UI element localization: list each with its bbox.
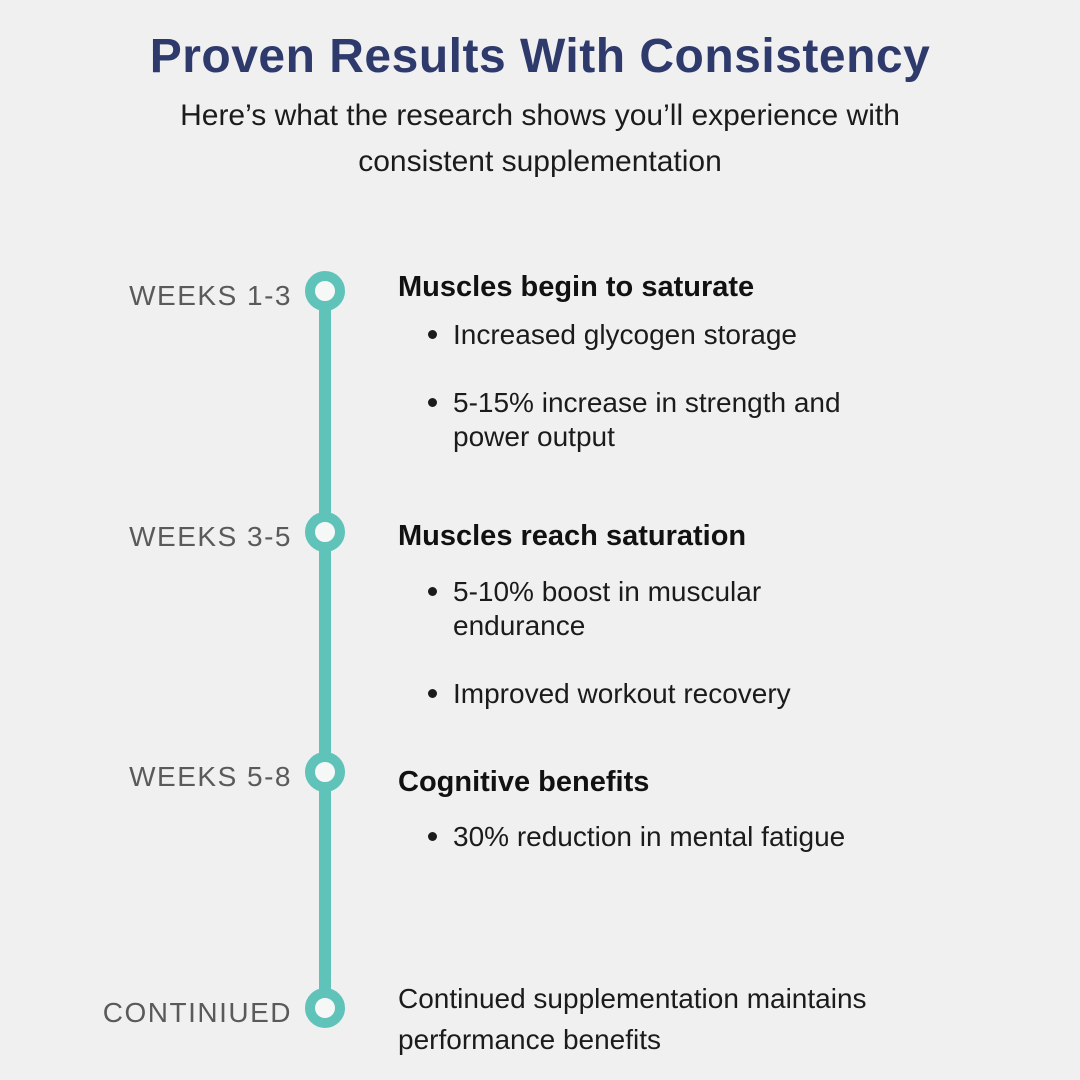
milestone-heading: Cognitive benefits	[398, 766, 650, 798]
timeline-line	[319, 291, 331, 1008]
timeline-node-icon	[305, 752, 345, 792]
bullet-dot-icon	[428, 398, 437, 407]
bullet-text: Increased glycogen storage	[453, 319, 797, 350]
bullet-text: 30% reduction in mental fatigue	[453, 821, 846, 852]
bullet-dot-icon	[428, 330, 437, 339]
continued-note: Continued supplementation maintains performance benefits	[398, 983, 867, 1055]
timeline-label-continued: CONTINIUED	[102, 997, 292, 1028]
timeline-label-weeks-5-8: WEEKS 5-8	[129, 761, 292, 792]
bullet-item	[398, 386, 853, 454]
bullet-item	[398, 677, 853, 711]
bullet-text: 5-15% increase in strength and power output	[453, 387, 841, 452]
timeline-node-icon	[305, 271, 345, 311]
bullet-item	[398, 318, 853, 352]
bullet-dot-icon	[428, 689, 437, 698]
bullet-item	[398, 575, 853, 643]
bullet-item	[398, 820, 853, 854]
page-title: Proven Results With Consistency	[149, 30, 931, 83]
timeline-label-weeks-1-3: WEEKS 1-3	[129, 280, 292, 311]
bullet-dot-icon	[428, 832, 437, 841]
bullet-text: 5-10% boost in muscular endurance	[453, 576, 762, 641]
bullet-dot-icon	[428, 587, 437, 596]
milestone-heading: Muscles begin to saturate	[398, 271, 755, 303]
timeline-label-weeks-3-5: WEEKS 3-5	[129, 521, 292, 552]
timeline-node-icon	[305, 512, 345, 552]
bullet-text: Improved workout recovery	[453, 678, 791, 709]
page-subtitle: Here’s what the research shows you’ll experience with consistent supplementation	[180, 99, 900, 178]
milestone-heading: Muscles reach saturation	[398, 520, 747, 552]
timeline-node-icon	[305, 988, 345, 1028]
